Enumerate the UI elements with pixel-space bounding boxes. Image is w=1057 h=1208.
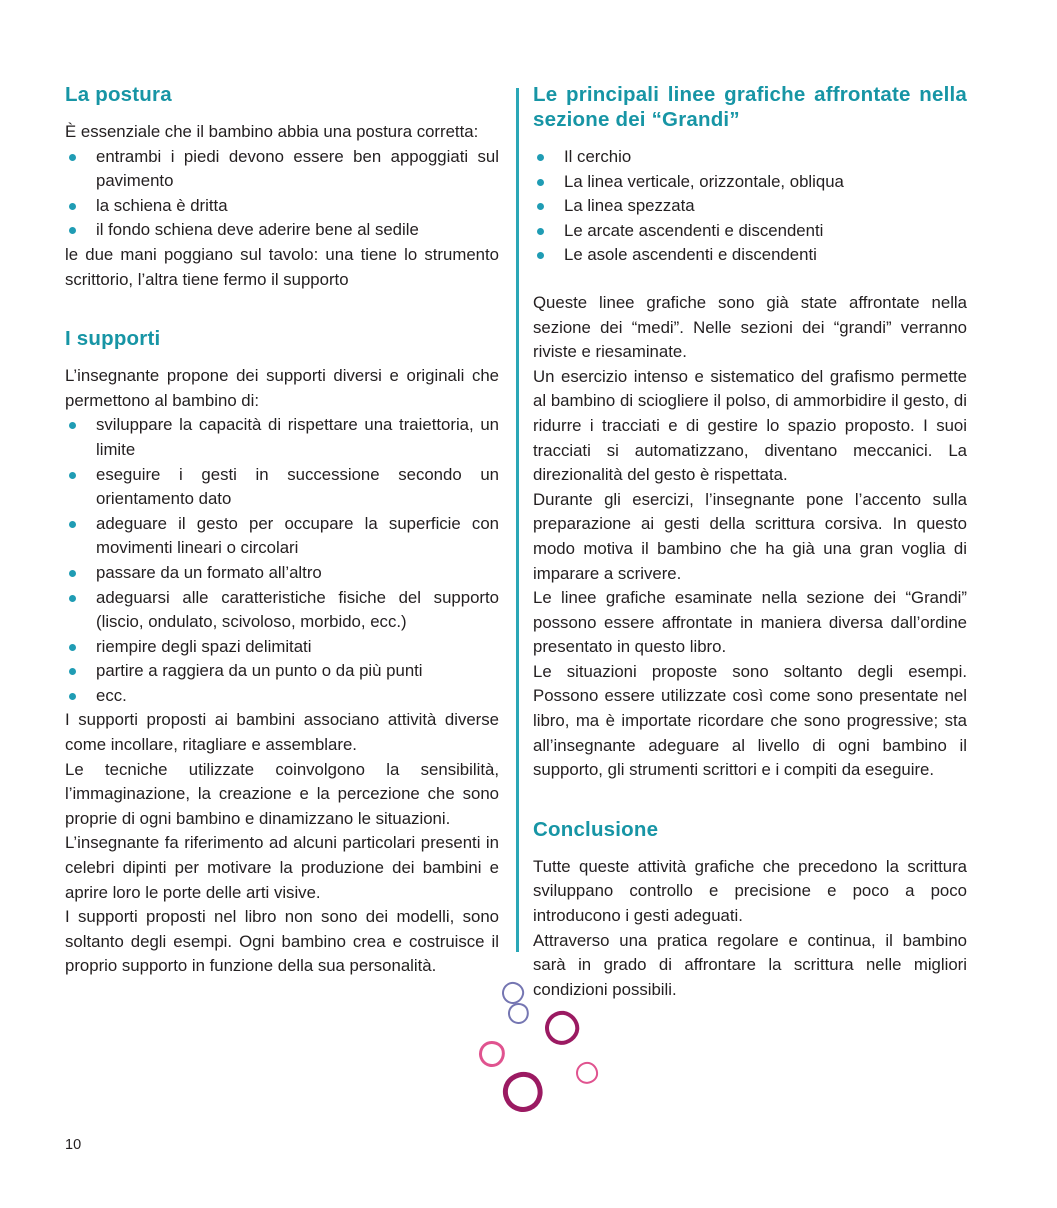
right-column [533,82,967,1002]
hand-drawn-circle [538,1004,584,1050]
supporti-paragraph: L’insegnante fa riferimento ad alcuni particolari presenti in celebri dipinti per motivare la produzione dei bambini e aprire loro le porte delle arti visive. [65,833,499,902]
section-heading-conclusione: Conclusione [533,817,659,841]
list-item: Il cerchio [533,145,967,170]
list-item: adeguarsi alle caratteristiche fisiche del supporto (liscio, ondulato, scivoloso, morbido, ecc.) [65,586,499,635]
list-item: Le asole ascendenti e discendenti [533,243,967,268]
hand-drawn-circle [571,1057,602,1088]
conclusione-paragraph: Attraverso una pratica regolare e continua, il bambino sarà in grado di affrontare la scrittura nelle migliori condizioni possibili. [533,930,967,999]
postura-intro: È essenziale che il bambino abbia una postura corretta: [65,122,479,141]
list-item: riempire degli spazi delimitati [65,635,499,660]
list-item: eseguire i gesti in successione secondo un orientamento dato [65,463,499,512]
linee-paragraph: Le situazioni proposte sono soltanto degli esempi. Possono essere utilizzate così come sono presentate nel libro, ma è importate ricordare che sono progressive; sta all’insegnante adeguare al livello di ogni bambino il supporto, gli strumenti scrittori e i compiti da eseguire. [533,661,967,780]
section-heading-linee-grafiche: Le principali linee grafiche affrontate nella sezione dei “Grandi” [533,83,967,131]
section-i-supporti [65,326,499,979]
supporti-paragraph: Le tecniche utilizzate coinvolgono la sensibilità, l’immaginazione, la creazione e la percezione che sono proprie di ogni bambino e dinamizzano le situazioni. [65,759,499,828]
list-item: partire a raggiera da un punto o da più punti [65,659,499,684]
conclusione-paragraph: Tutte queste attività grafiche che precedono la scrittura sviluppano controllo e precisione e poco a poco introducono i gesti adeguati. [533,856,967,926]
hand-drawn-circle [505,1000,532,1027]
left-column [65,82,499,979]
supporti-paragraph: I supporti proposti ai bambini associano attività diverse come incollare, ritagliare e assemblare. [65,710,499,755]
list-item: sviluppare la capacità di rispettare una traiettoria, un limite [65,413,499,462]
section-conclusione [533,817,967,1003]
section-heading-la-postura: La postura [65,83,172,106]
section-linee-grafiche [533,82,967,783]
linee-paragraph: Durante gli esercizi, l’insegnante pone l’accento sulla preparazione ai gesti della scrittura corsiva. In questo modo motiva il bambino che ha già una gran voglia di imparare a scrivere. [533,489,967,583]
supporti-paragraph: I supporti proposti nel libro non sono dei modelli, sono soltanto degli esempi. Ogni bambino crea e costruisce il proprio supporto in funzione della sua personalità. [65,907,499,976]
postura-bullet-list [65,145,499,243]
list-item: adeguare il gesto per occupare la superficie con movimenti lineari o circolari [65,512,499,561]
list-item: entrambi i piedi devono essere ben appoggiati sul pavimento [65,145,499,194]
list-item: il fondo schiena deve aderire bene al sedile [65,218,499,243]
supporti-intro: L’insegnante propone dei supporti diversi e originali che permettono al bambino di: [65,366,499,410]
section-heading-i-supporti: I supporti [65,327,161,351]
column-divider [516,88,519,952]
list-item: La linea spezzata [533,194,967,219]
list-item: La linea verticale, orizzontale, obliqua [533,170,967,195]
linee-paragraph: Le linee grafiche esaminate nella sezione dei “Grandi” possono essere affrontate in maniera diversa dall’ordine presentato in questo libro. [533,588,967,657]
list-item: passare da un formato all’altro [65,561,499,586]
list-item: Le arcate ascendenti e discendenti [533,219,967,244]
list-item: ecc. [65,684,499,709]
postura-after: le due mani poggiano sul tavolo: una tiene lo strumento scrittorio, l’altra tiene fermo il supporto [65,244,499,289]
hand-drawn-circle [499,979,526,1006]
linee-paragraph: Queste linee grafiche sono già state affrontate nella sezione dei “medi”. Nelle sezioni dei “grandi” verranno riviste e riesaminate. [533,292,967,362]
hand-drawn-circle [495,1064,551,1120]
page-number: 10 [65,1137,82,1153]
section-la-postura [65,82,499,292]
hand-drawn-circle [477,1039,507,1069]
list-item: la schiena è dritta [65,194,499,219]
supporti-bullet-list [65,413,499,708]
linee-bullet-list [533,145,967,268]
linee-paragraph: Un esercizio intenso e sistematico del grafismo permette al bambino di sciogliere il polso, di ammorbidire il gesto, di ridurre i tracciati e di gestire lo spazio proposto. I suoi tracciati si automatizzano, diventano meccanici. La direzionalità del gesto è rispettata. [533,366,967,485]
